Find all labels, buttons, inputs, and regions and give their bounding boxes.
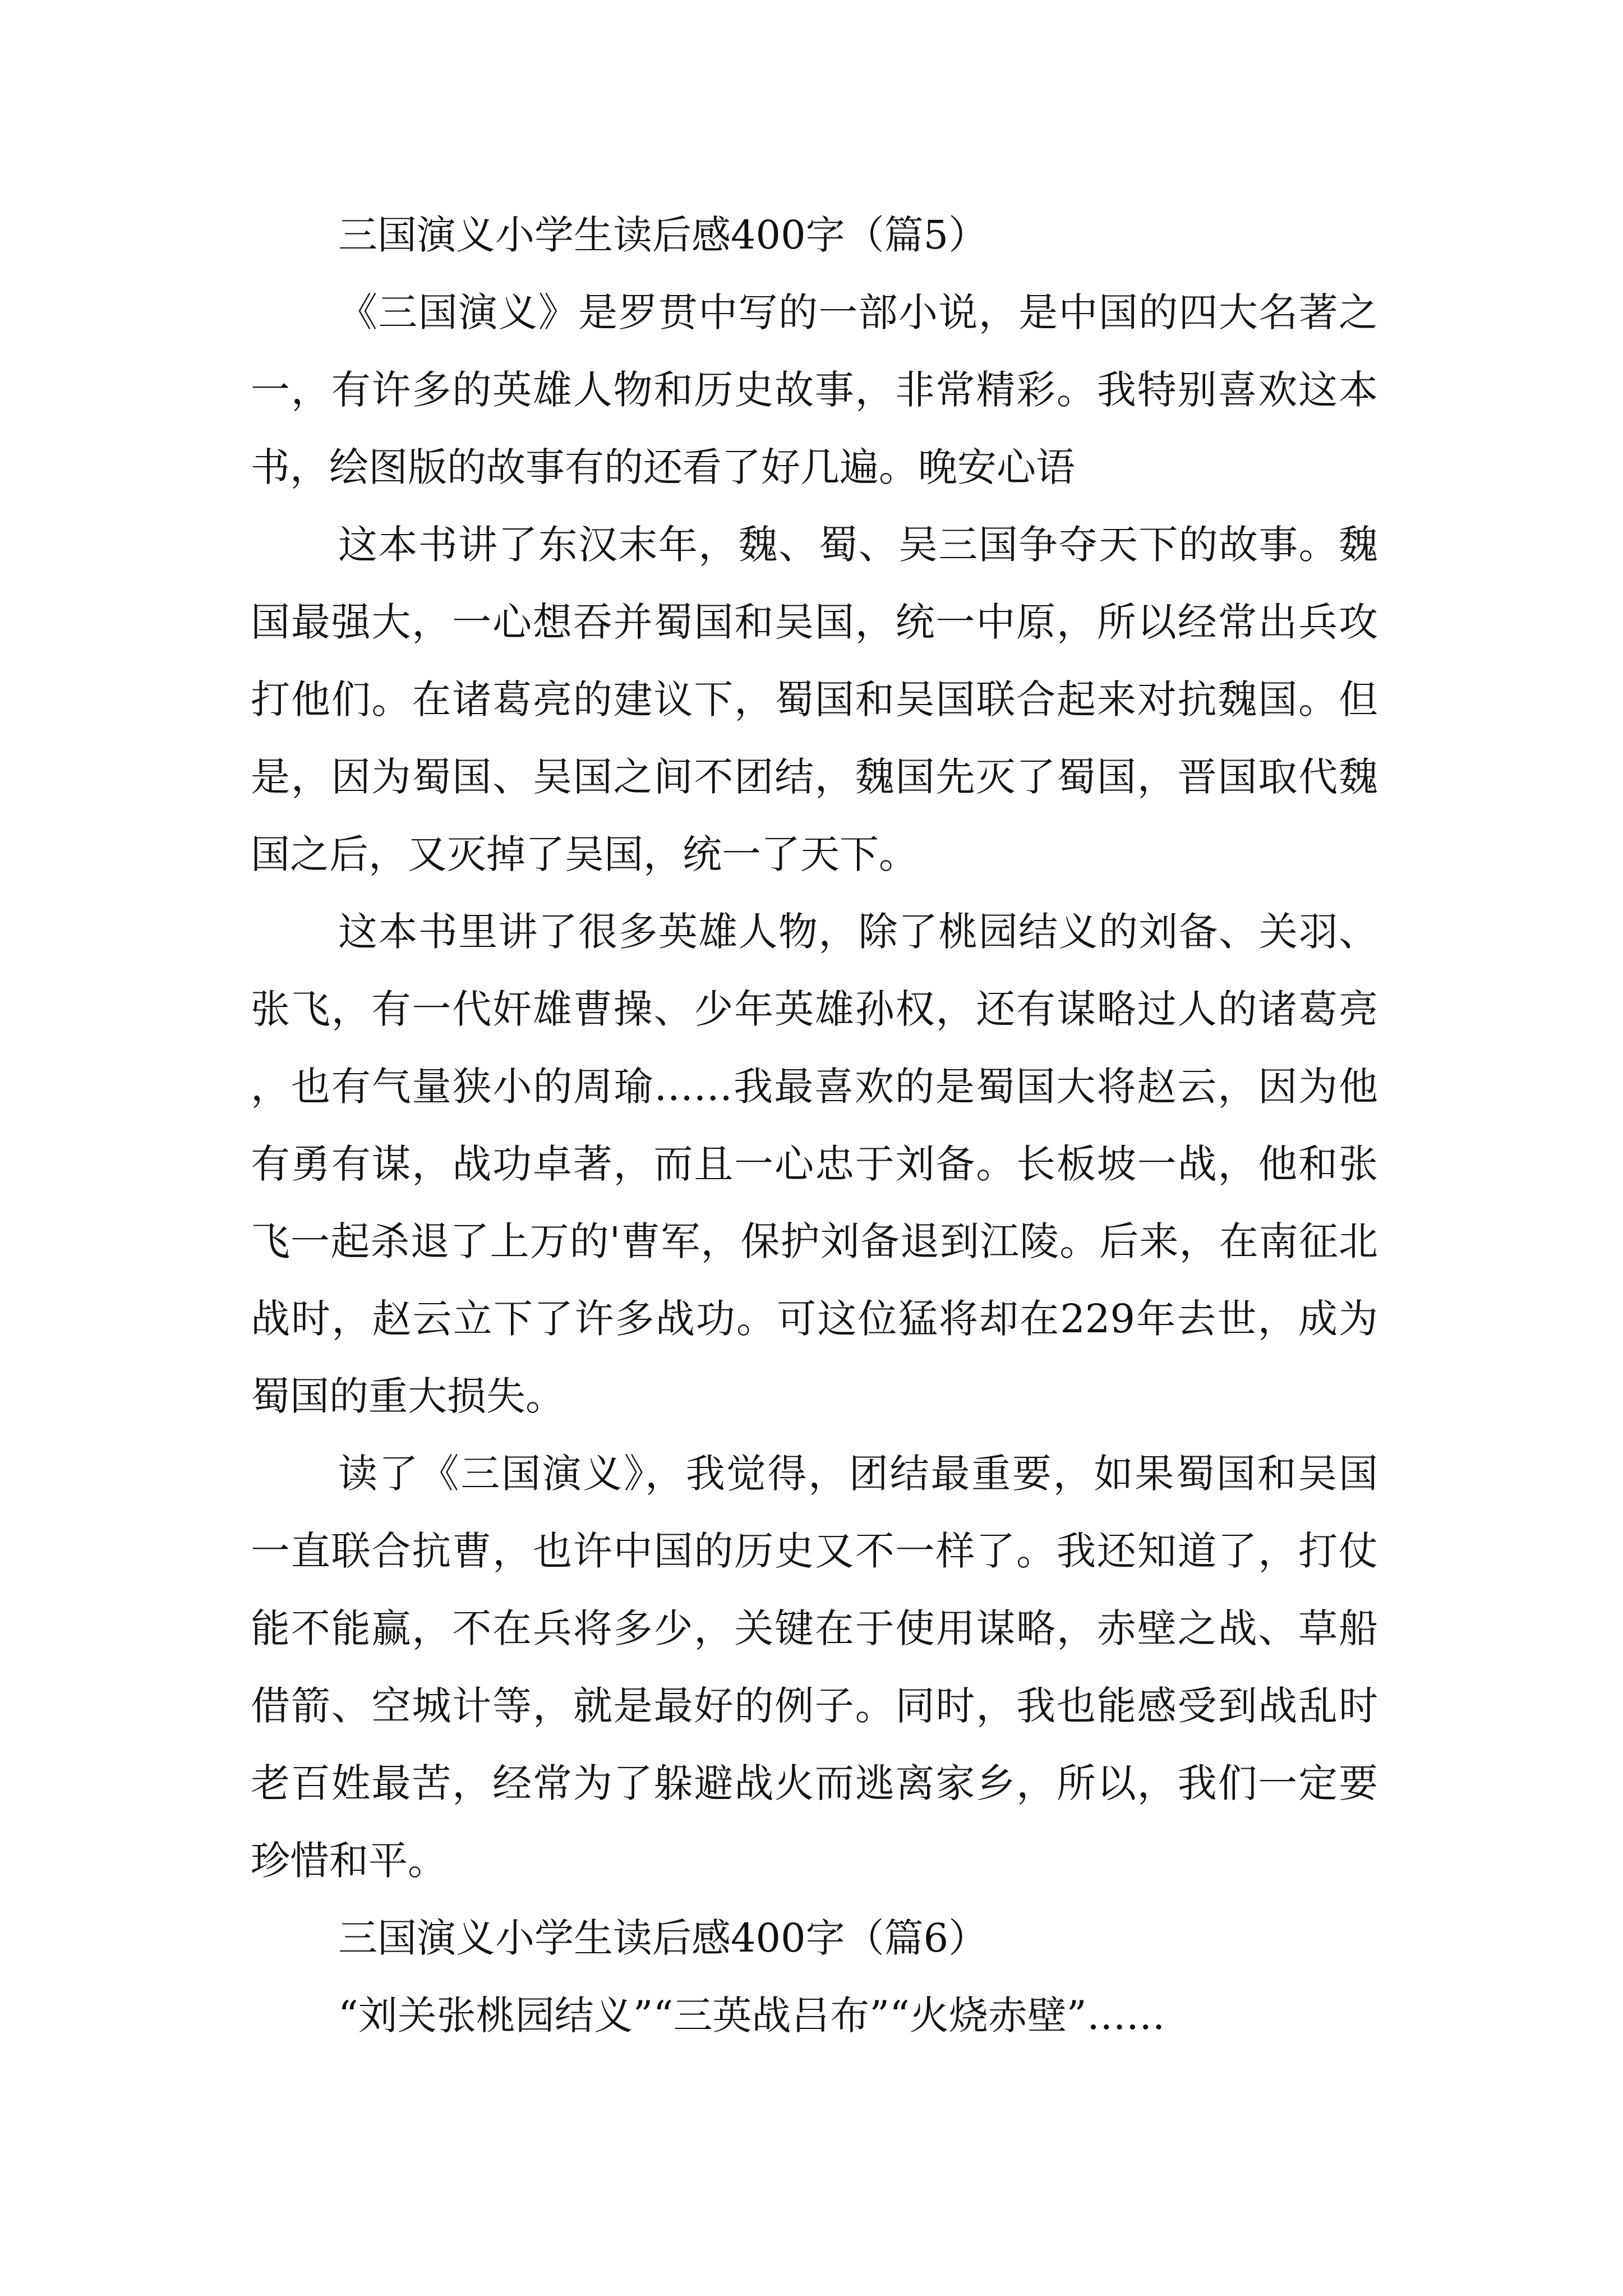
document-body bbox=[251, 196, 1378, 2054]
section-5-paragraph-4: 读了《三国演义》，我觉得，团结最重要，如果蜀国和吴国一直联合抗曹，也许中国的历史又不一样了。我还知道了，打仗能不能赢，不在兵将多少，关键在于使用谋略，赤壁之战、草船借箭、空城计等，就是最好的例子。同时，我也能感受到战乱时老百姓最苦，经常为了躲避战火而逃离家乡，所以，我们一定要珍惜和平。 bbox=[251, 1451, 1378, 1884]
section-6-paragraph-1: “刘关张桃园结义”“三英战吕布”“火烧赤壁”…… bbox=[338, 1993, 1165, 2039]
section-5-paragraph-1: 《三国演义》是罗贯中写的一部小说，是中国的四大名著之一，有许多的英雄人物和历史故事，非常精彩。我特别喜欢这本书，绘图版的故事有的还看了好几遍。晚安心语 bbox=[251, 289, 1378, 490]
section-5-paragraph-2: 这本书讲了东汉末年，魏、蜀、吴三国争夺天下的故事。魏国最强大，一心想吞并蜀国和吴国，统一中原，所以经常出兵攻打他们。在诸葛亮的建议下，蜀国和吴国联合起来对抗魏国。但是，因为蜀国、吴国之间不团结，魏国先灭了蜀国，晋国取代魏国之后，又灭掉了吴国，统一了天下。 bbox=[251, 522, 1378, 877]
section-6-heading: 三国演义小学生读后感400字（篇6） bbox=[338, 1915, 988, 1961]
section-5-paragraph-3: 这本书里讲了很多英雄人物，除了桃园结义的刘备、关羽、张飞，有一代奸雄曹操、少年英雄孙权，还有谋略过人的诸葛亮，也有气量狭小的周瑜……我最喜欢的是蜀国大将赵云，因为他有勇有谋，战功卓著，而且一心忠于刘备。长板坡一战，他和张飞一起杀退了上万的'曹军，保护刘备退到江陵。后来，在南征北战时，赵云立下了许多战功。可这位猛将却在229年去世，成为蜀国的重大损失。 bbox=[251, 909, 1378, 1419]
section-5-heading: 三国演义小学生读后感400字（篇5） bbox=[338, 212, 988, 258]
